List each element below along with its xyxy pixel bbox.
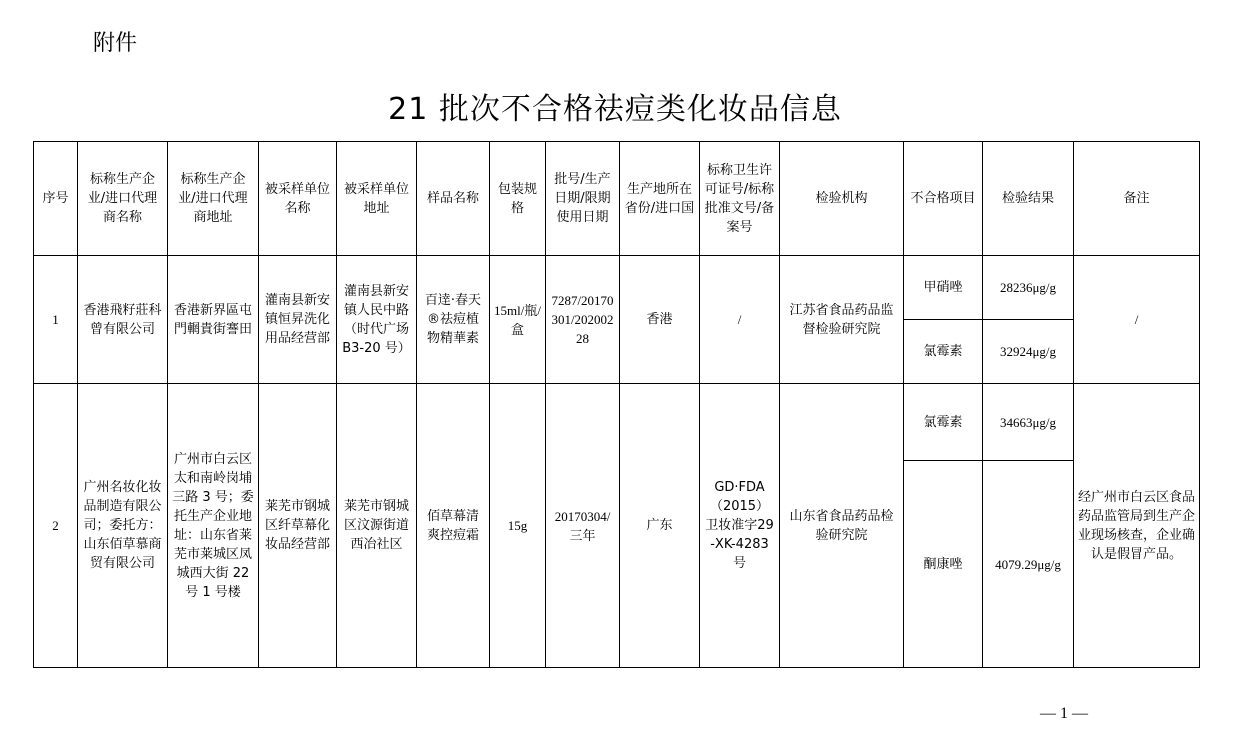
col-header-package: 包装规格: [490, 142, 546, 256]
sample-name: 佰草幕清爽控痘霜: [417, 384, 490, 668]
origin: 香港: [620, 256, 700, 384]
license-number: /: [700, 256, 780, 384]
batch-info: 7287/20170301/20200228: [546, 256, 620, 384]
header-row: [34, 142, 1200, 256]
producer-name: 广州名妆化妆品制造有限公司；委托方：山东佰草慕商贸有限公司: [78, 384, 168, 668]
producer-address: 广州市白云区太和南岭岗埔三路 3 号；委托生产企业地址：山东省莱芜市莱城区凤城西大街 22 号 1 号楼: [168, 384, 259, 668]
sampled-address: 灌南县新安镇人民中路（时代广场B3-20 号）: [337, 256, 417, 384]
batch-info: 20170304/三年: [546, 384, 620, 668]
page-title: 21 批次不合格祛痘类化妆品信息: [388, 92, 842, 127]
col-header-origin: 生产地所在省份/进口国: [620, 142, 700, 256]
remark: 经广州市白云区食品药品监管局到生产企业现场核查，企业确认是假冒产品。: [1074, 384, 1200, 668]
package-size: 15g: [490, 384, 546, 668]
col-header-sampled-address: 被采样单位地址: [337, 142, 417, 256]
attachment-label: 附件: [93, 31, 138, 56]
col-header-institution: 检验机构: [780, 142, 904, 256]
col-header-sample-name: 样品名称: [417, 142, 490, 256]
test-result: 4079.29μg/g: [983, 461, 1074, 668]
failed-item: 氯霉素: [904, 384, 983, 461]
producer-name: 香港飛籽莊科曾有限公司: [78, 256, 168, 384]
unqualified-products-table: [33, 141, 1200, 668]
row-no: 2: [34, 384, 78, 668]
table-row: [34, 384, 1200, 461]
col-header-producer-address: 标称生产企业/进口代理商地址: [168, 142, 259, 256]
col-header-result: 检验结果: [983, 142, 1074, 256]
origin: 广东: [620, 384, 700, 668]
remark: /: [1074, 256, 1200, 384]
page-number: — 1 —: [1040, 705, 1088, 722]
failed-item: 氯霉素: [904, 320, 983, 384]
col-header-sampled-unit: 被采样单位名称: [259, 142, 337, 256]
inspection-institution: 山东省食品药品检验研究院: [780, 384, 904, 668]
col-header-producer: 标称生产企业/进口代理商名称: [78, 142, 168, 256]
failed-item: 甲硝唑: [904, 256, 983, 320]
test-result: 28236μg/g: [983, 256, 1074, 320]
col-header-license: 标称卫生许可证号/标称批准文号/备案号: [700, 142, 780, 256]
test-result: 32924μg/g: [983, 320, 1074, 384]
sampled-unit: 莱芜市钢城区纤草幕化妆品经营部: [259, 384, 337, 668]
col-header-no: 序号: [34, 142, 78, 256]
package-size: 15ml/瓶/盒: [490, 256, 546, 384]
failed-item: 酮康唑: [904, 461, 983, 668]
producer-address: 香港新界區屯門輞貴街謇田: [168, 256, 259, 384]
sampled-unit: 灌南县新安镇恒昇洗化用品经营部: [259, 256, 337, 384]
sampled-address: 莱芜市钢城区汶源街道西冶社区: [337, 384, 417, 668]
col-header-remark: 备注: [1074, 142, 1200, 256]
sample-name: 百逹·春天®祛痘植物精華素: [417, 256, 490, 384]
col-header-failed-item: 不合格项目: [904, 142, 983, 256]
inspection-institution: 江苏省食品药品监督检验研究院: [780, 256, 904, 384]
test-result: 34663μg/g: [983, 384, 1074, 461]
license-number: GD·FDA（2015）卫妆准字29-XK-4283 号: [700, 384, 780, 668]
row-no: 1: [34, 256, 78, 384]
col-header-batch: 批号/生产日期/限期使用日期: [546, 142, 620, 256]
table-row: [34, 256, 1200, 320]
